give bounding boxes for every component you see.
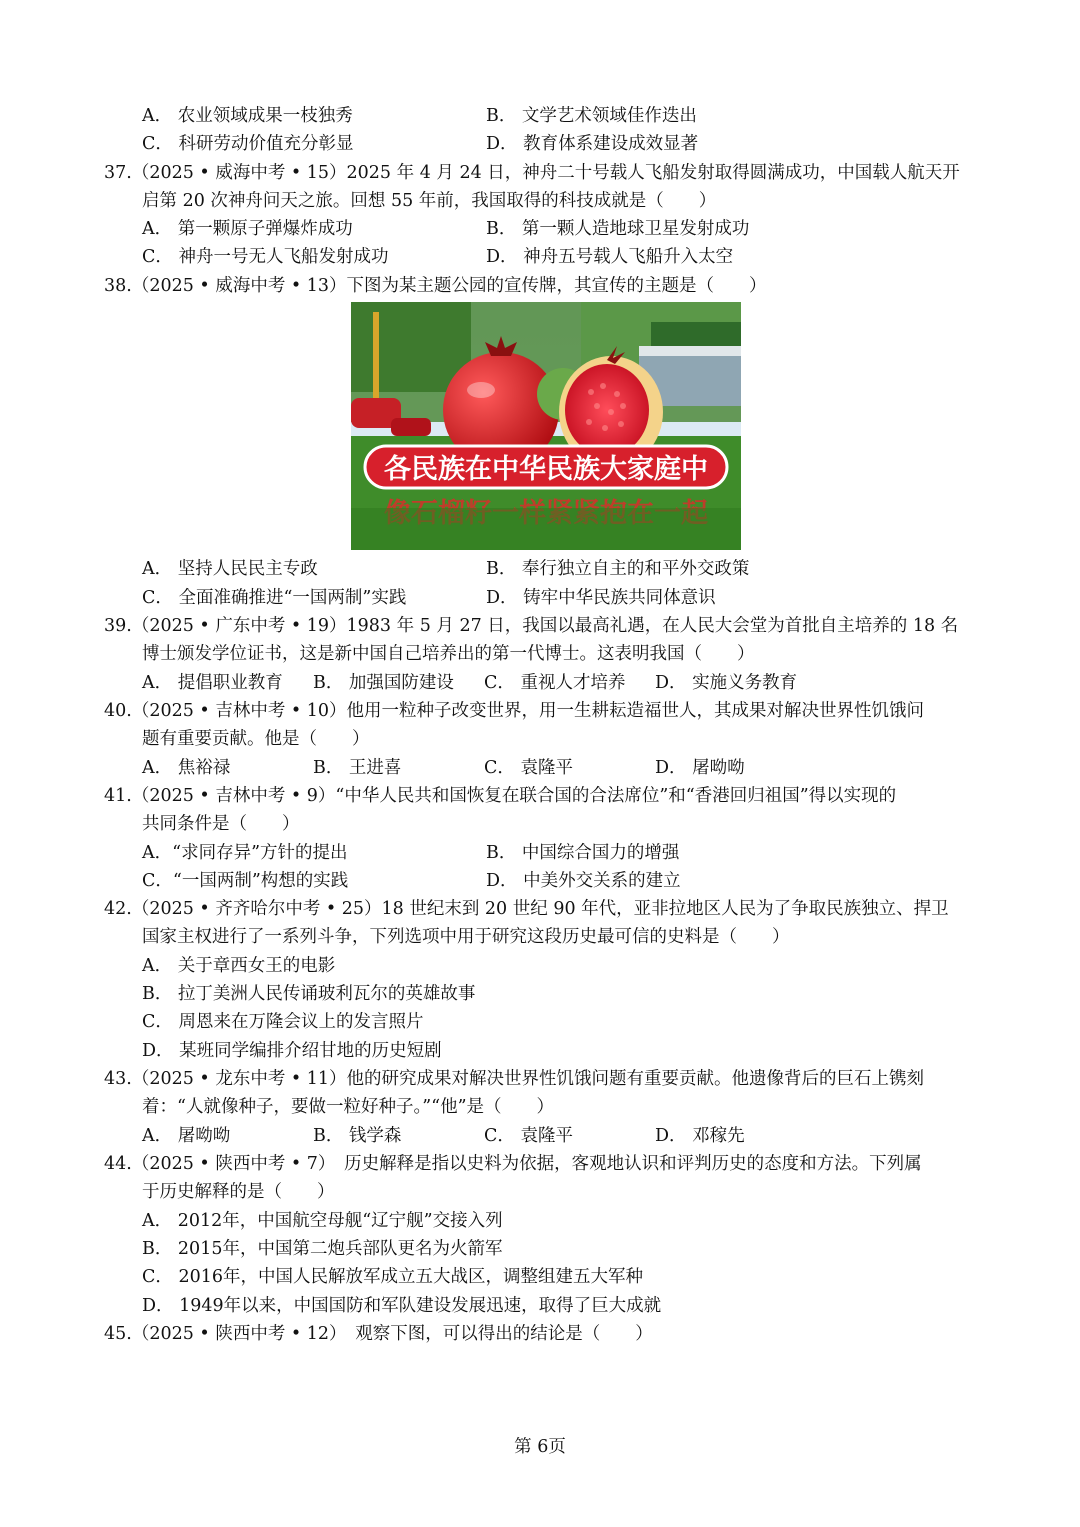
q39-option-d: D． 实施义务教育	[655, 673, 798, 693]
q36-option-c: C． 科研劳动价值充分彰显	[142, 134, 354, 154]
q39-stem-line1: 39.（2025 • 广东中考 • 19）1983 年 5 月 27 日，我国以最高礼遇，在人民大会堂为首批自主培养的 18 名	[104, 616, 959, 636]
q41-option-b: B． 中国综合国力的增强	[486, 843, 680, 863]
q41-option-a: A．“求同存异”方针的提出	[142, 843, 348, 863]
q42-option-a: A． 关于章西女王的电影	[142, 956, 336, 976]
q37-option-d: D． 神舟五号载人飞船升入太空	[486, 247, 734, 267]
q37-option-a: A． 第一颗原子弹爆炸成功	[142, 219, 353, 239]
q40-option-b: B． 王进喜	[313, 758, 402, 778]
q41-option-d: D． 中美外交关系的建立	[486, 871, 681, 891]
q41-stem-line1: 41.（2025 • 吉林中考 • 9）“中华人民共和国恢复在联合国的合法席位”和“香港回归祖国”得以实现的	[104, 786, 897, 806]
q37-stem-line1: 37.（2025 • 威海中考 • 15）2025 年 4 月 24 日，神舟二十号载人飞船发射取得圆满成功，中国载人航天开	[104, 163, 960, 183]
sign-text-line1: 各民族在中华民族大家庭中	[384, 454, 708, 485]
q38-stem-line1: 38.（2025 • 威海中考 • 13）下图为某主题公园的宣传牌，其宣传的主题是（ ）	[104, 276, 767, 296]
q44-option-d: D． 1949年以来，中国国防和军队建设发展迅速，取得了巨大成就	[142, 1296, 662, 1316]
q40-stem-line1: 40.（2025 • 吉林中考 • 10）他用一粒种子改变世界，用一生耕耘造福世人，其成果对解决世界性饥饿问	[104, 701, 925, 721]
q42-option-c: C． 周恩来在万隆会议上的发言照片	[142, 1012, 424, 1032]
q39-option-b: B． 加强国防建设	[313, 673, 454, 693]
q38-option-c: C． 全面准确推进“一国两制”实践	[142, 588, 407, 608]
q36-option-b: B． 文学艺术领域佳作迭出	[486, 106, 697, 126]
q42-stem-line2: 国家主权进行了一系列斗争，下列选项中用于研究这段历史最可信的史料是（ ）	[142, 927, 790, 947]
q36-option-d: D． 教育体系建设成效显著	[486, 134, 699, 154]
q37-option-c: C． 神舟一号无人飞船发射成功	[142, 247, 389, 267]
q40-option-a: A． 焦裕禄	[142, 758, 231, 778]
q45-stem-line1: 45.（2025 • 陕西中考 • 12） 观察下图，可以得出的结论是（ ）	[104, 1324, 653, 1344]
q44-option-a: A． 2012年，中国航空母舰“辽宁舰”交接入列	[142, 1211, 503, 1231]
q42-option-b: B． 拉丁美洲人民传诵玻利瓦尔的英雄故事	[142, 984, 476, 1004]
q43-option-c: C． 袁隆平	[484, 1126, 573, 1146]
q44-option-b: B． 2015年，中国第二炮兵部队更名为火箭军	[142, 1239, 503, 1259]
q37-stem-line2: 启第 20 次神舟问天之旅。回想 55 年前，我国取得的科技成就是（ ）	[142, 191, 717, 211]
theme-park-sign-photo	[351, 302, 741, 550]
q36-option-a: A． 农业领域成果一枝独秀	[142, 106, 353, 126]
q38-option-d: D． 铸牢中华民族共同体意识	[486, 588, 716, 608]
q40-option-d: D． 屠呦呦	[655, 758, 745, 778]
q43-option-b: B． 钱学森	[313, 1126, 402, 1146]
q42-stem-line1: 42.（2025 • 齐齐哈尔中考 • 25）18 世纪末到 20 世纪 90 年代，亚非拉地区人民为了争取民族独立、捍卫	[104, 899, 949, 919]
q38-option-b: B． 奉行独立自主的和平外交政策	[486, 559, 750, 579]
q44-stem-line1: 44.（2025 • 陕西中考 • 7） 历史解释是指以史料为依据，客观地认识和评判历史的态度和方法。下列属	[104, 1154, 922, 1174]
q43-option-a: A． 屠呦呦	[142, 1126, 231, 1146]
q39-option-a: A． 提倡职业教育	[142, 673, 283, 693]
q42-option-d: D． 某班同学编排介绍甘地的历史短剧	[142, 1041, 442, 1061]
q43-option-d: D． 邓稼先	[655, 1126, 745, 1146]
q41-stem-line2: 共同条件是（ ）	[142, 814, 300, 834]
q43-stem-line1: 43.（2025 • 龙东中考 • 11）他的研究成果对解决世界性饥饿问题有重要贡献。他遗像背后的巨石上镌刻	[104, 1069, 925, 1089]
q39-stem-line2: 博士颁发学位证书，这是新中国自己培养出的第一代博士。这表明我国（ ）	[142, 644, 755, 664]
q40-option-c: C． 袁隆平	[484, 758, 573, 778]
page-number: 第 6页	[514, 1437, 566, 1457]
q40-stem-line2: 题有重要贡献。他是（ ）	[142, 729, 370, 749]
q44-option-c: C． 2016年，中国人民解放军成立五大战区，调整组建五大军种	[142, 1267, 643, 1287]
q44-stem-line2: 于历史解释的是（ ）	[142, 1182, 335, 1202]
q41-option-c: C．“一国两制”构想的实践	[142, 871, 349, 891]
q37-option-b: B． 第一颗人造地球卫星发射成功	[486, 219, 750, 239]
q38-option-a: A． 坚持人民民主专政	[142, 559, 318, 579]
q39-option-c: C． 重视人才培养	[484, 673, 626, 693]
q43-stem-line2: 着：“人就像种子，要做一粒好种子。”“他”是（ ）	[142, 1097, 555, 1117]
